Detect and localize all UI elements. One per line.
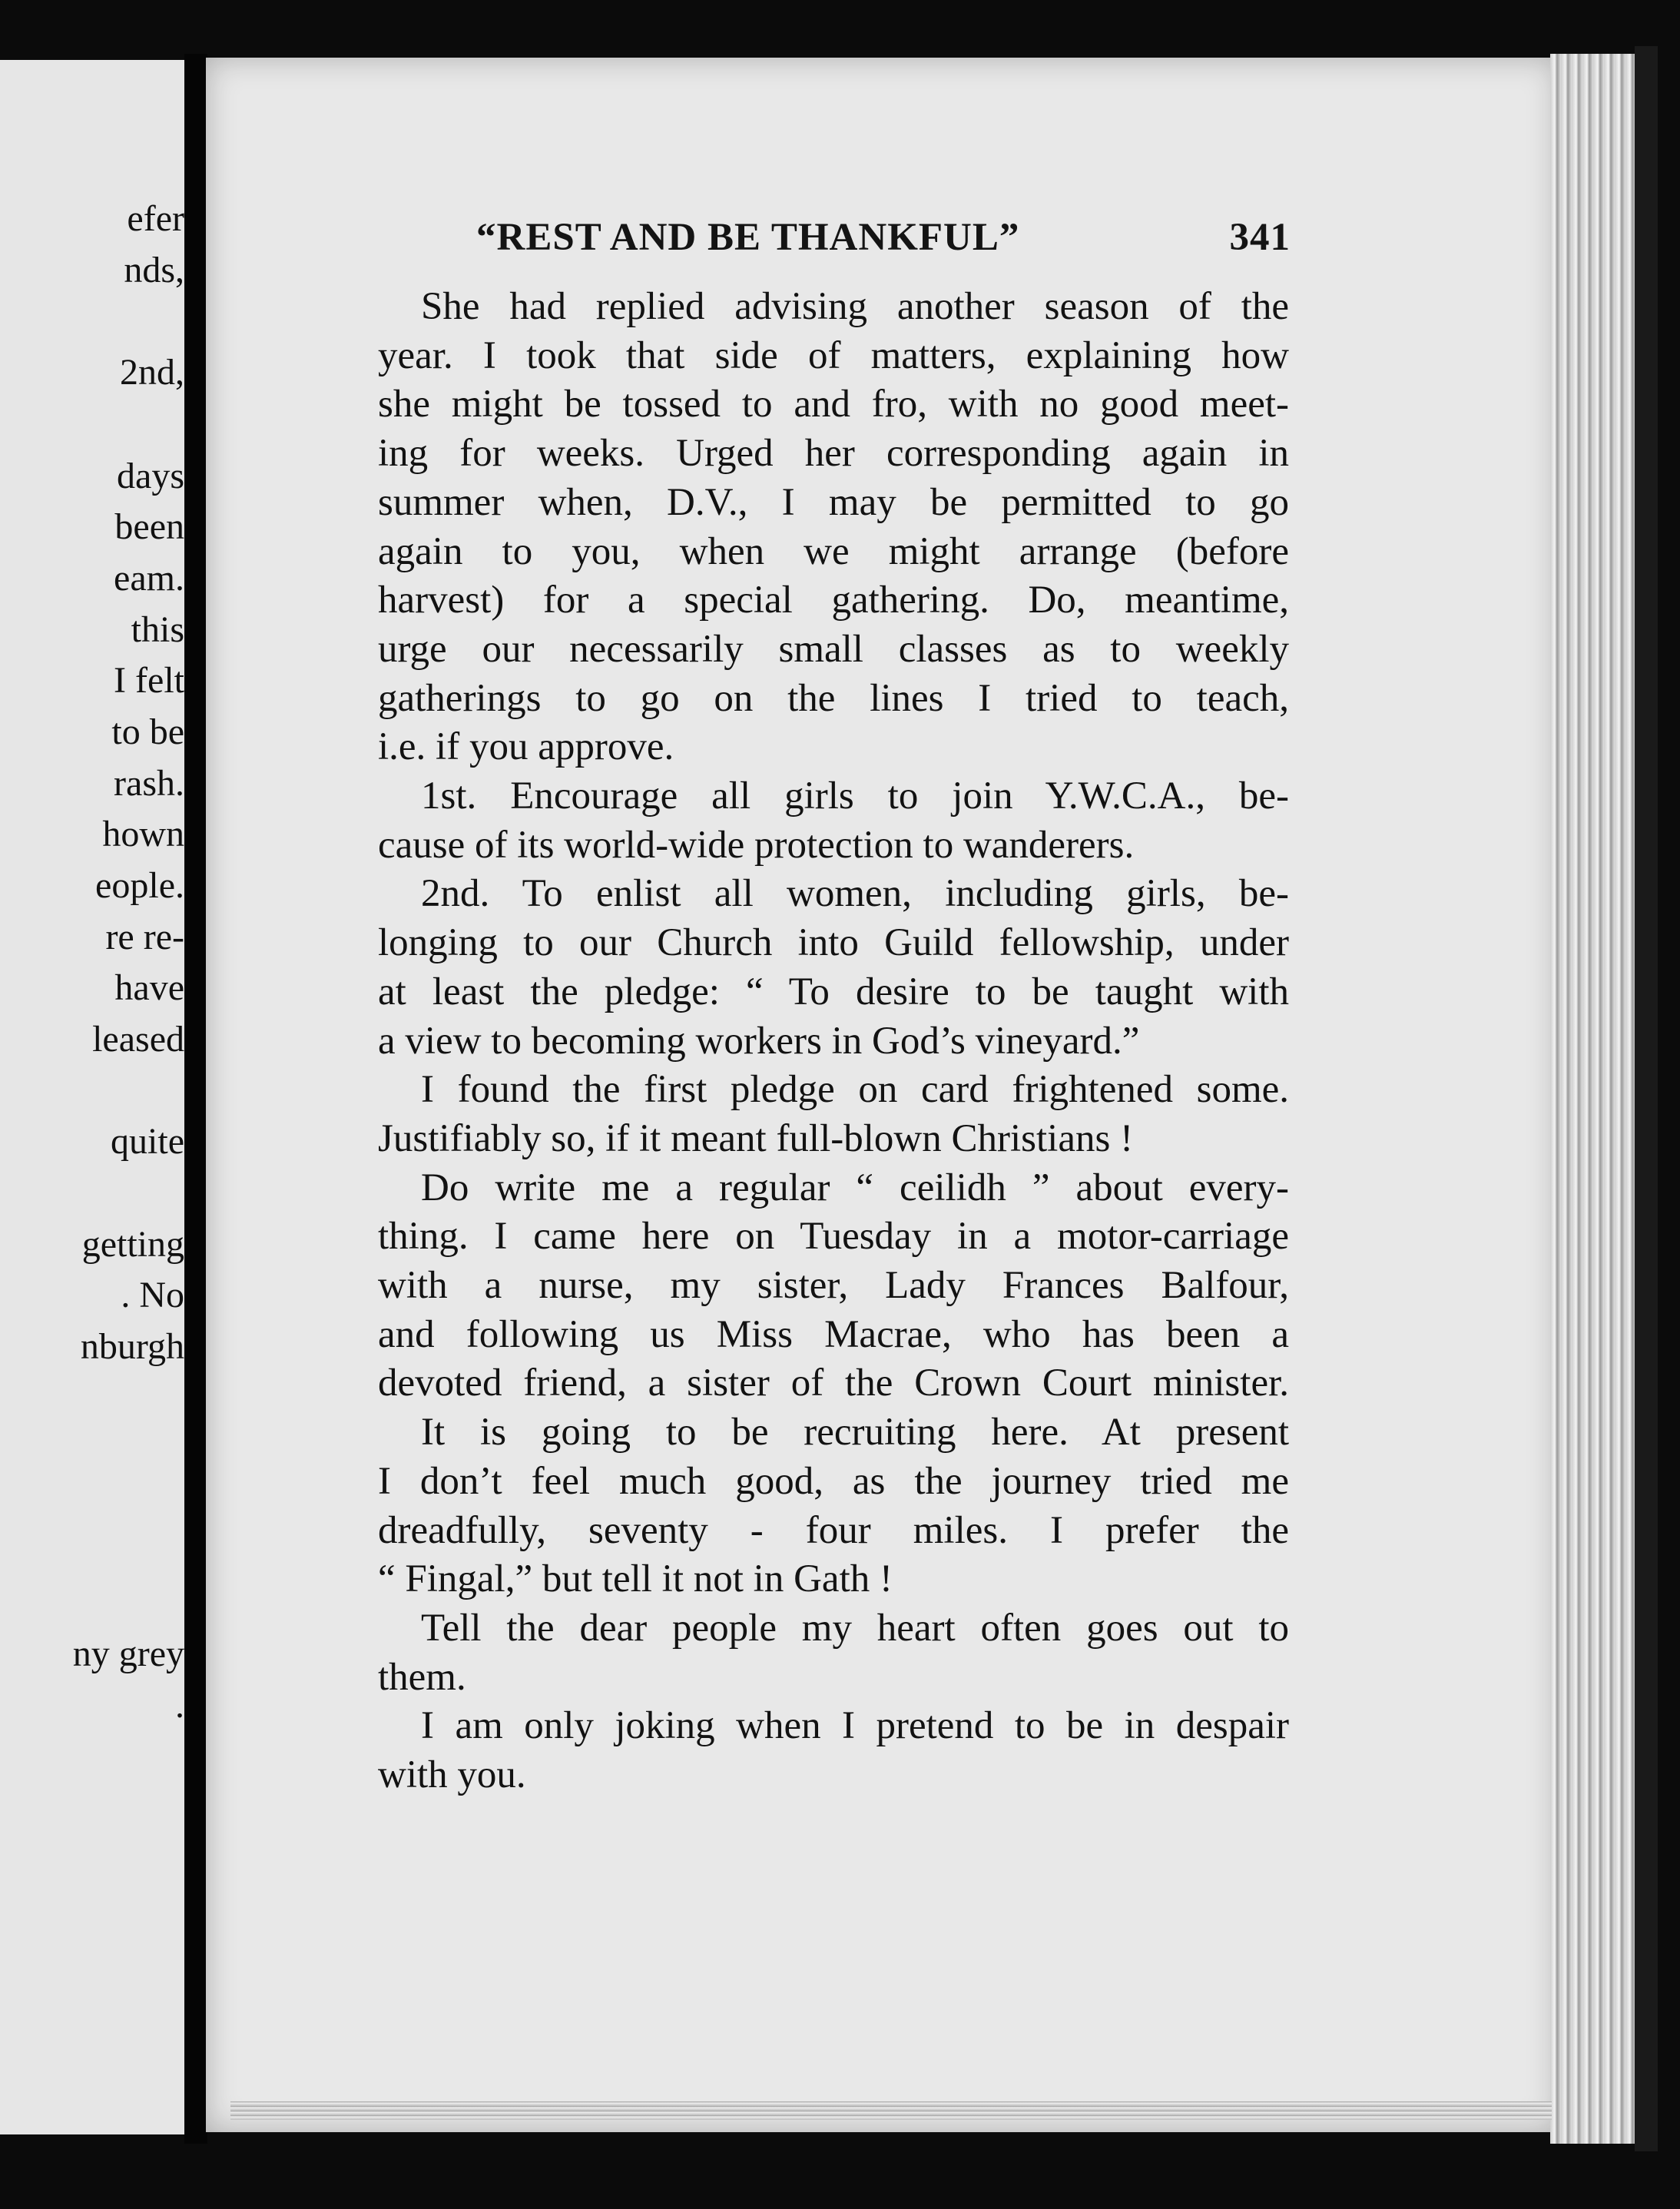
text-line: She had replied advising another season of the (421, 285, 1289, 328)
text-line: summer when, D.V., I may be permitted to go (378, 480, 1289, 524)
text-line: ing for weeks. Urged her corresponding again in (378, 432, 1289, 476)
text-line: with a nurse, my sister, Lady Frances Balfour, (378, 1264, 1289, 1308)
text-line: at least the pledge: “ To desire to be taught with (378, 970, 1289, 1013)
text-line: longing to our Church into Guild fellowship, under (378, 921, 1289, 965)
text-line: 1st. Encourage all girls to join Y.W.C.A., be- (421, 774, 1289, 818)
text-line: and following us Miss Macrae, who has been a (378, 1312, 1289, 1356)
left-page-text-fragment: leased (92, 1019, 184, 1060)
body-text (378, 283, 1289, 1800)
text-line: urge our necessarily small classes as to weekly (378, 627, 1289, 671)
text-line: It is going to be recruiting here. At present (421, 1411, 1289, 1454)
book-cover-edge (1635, 46, 1658, 2151)
text-line: I am only joking when I pretend to be in despair (421, 1704, 1289, 1748)
text-line: Tell the dear people my heart often goes out to (421, 1606, 1289, 1650)
left-page-text-fragment: quite (111, 1121, 184, 1162)
book-gutter (184, 54, 207, 2144)
left-page-text-fragment: re re- (105, 917, 184, 957)
left-page-text-fragment: 2nd, (120, 352, 184, 393)
left-page-text-fragment: eam. (114, 558, 184, 599)
left-page-text-fragment: getting (81, 1224, 184, 1265)
left-page-text-fragment: hown (102, 814, 184, 854)
text-line: I found the first pledge on card frightened some. (421, 1068, 1289, 1112)
running-title: “REST AND BE THANKFUL” (476, 216, 1020, 259)
text-line: i.e. if you approve. (378, 725, 674, 769)
text-line: gatherings to go on the lines I tried to teach, (378, 676, 1289, 720)
left-page-text-fragment: this (131, 609, 184, 650)
text-line: “ Fingal,” but tell it not in Gath ! (378, 1557, 893, 1601)
left-page-text-fragment: have (114, 967, 184, 1008)
left-page-text-fragment: ny grey (72, 1634, 184, 1674)
left-page-text-fragment: . No (121, 1275, 184, 1315)
text-line: year. I took that side of matters, explaining how (378, 333, 1289, 377)
text-line: again to you, when we might arrange (before (378, 529, 1289, 573)
text-line: Do write me a regular “ ceilidh ” about every- (421, 1166, 1289, 1209)
text-line: with you. (378, 1753, 526, 1797)
page-bottom-edge (230, 2101, 1552, 2120)
text-line: harvest) for a special gathering. Do, meantime, (378, 579, 1289, 622)
text-line: a view to becoming workers in God’s vineyard.” (378, 1019, 1140, 1063)
text-line: I don’t feel much good, as the journey tried me (378, 1459, 1289, 1503)
text-line: she might be tossed to and fro, with no good meet- (378, 383, 1289, 426)
page-number: 341 (1229, 216, 1291, 259)
text-line: 2nd. To enlist all women, including girls, be- (421, 872, 1289, 916)
left-page-text-fragment: nds, (124, 250, 184, 290)
text-line: them. (378, 1655, 466, 1699)
text-line: devoted friend, a sister of the Crown Court minister. (378, 1362, 1289, 1405)
left-page-text-fragment: . (175, 1685, 184, 1726)
text-line: dreadfully, seventy - four miles. I prefer the (378, 1508, 1289, 1552)
previous-page-fragment (0, 60, 184, 2134)
left-page-text-fragment: nburgh (80, 1326, 184, 1367)
left-page-text-fragment: efer (127, 198, 184, 239)
text-line: thing. I came here on Tuesday in a motor-carriage (378, 1215, 1289, 1259)
page-edges (1550, 54, 1635, 2144)
left-page-text-fragment: to be (111, 711, 184, 752)
left-page-text-fragment: eople. (95, 865, 184, 906)
left-page-text-fragment: been (114, 506, 184, 547)
left-page-text-fragment: rash. (114, 763, 184, 804)
text-line: cause of its world-wide protection to wanderers. (378, 823, 1135, 867)
left-page-text-fragment: days (117, 456, 184, 496)
left-page-text-fragment: I felt (114, 660, 184, 701)
text-line: Justifiably so, if it meant full-blown Christians ! (378, 1116, 1134, 1160)
